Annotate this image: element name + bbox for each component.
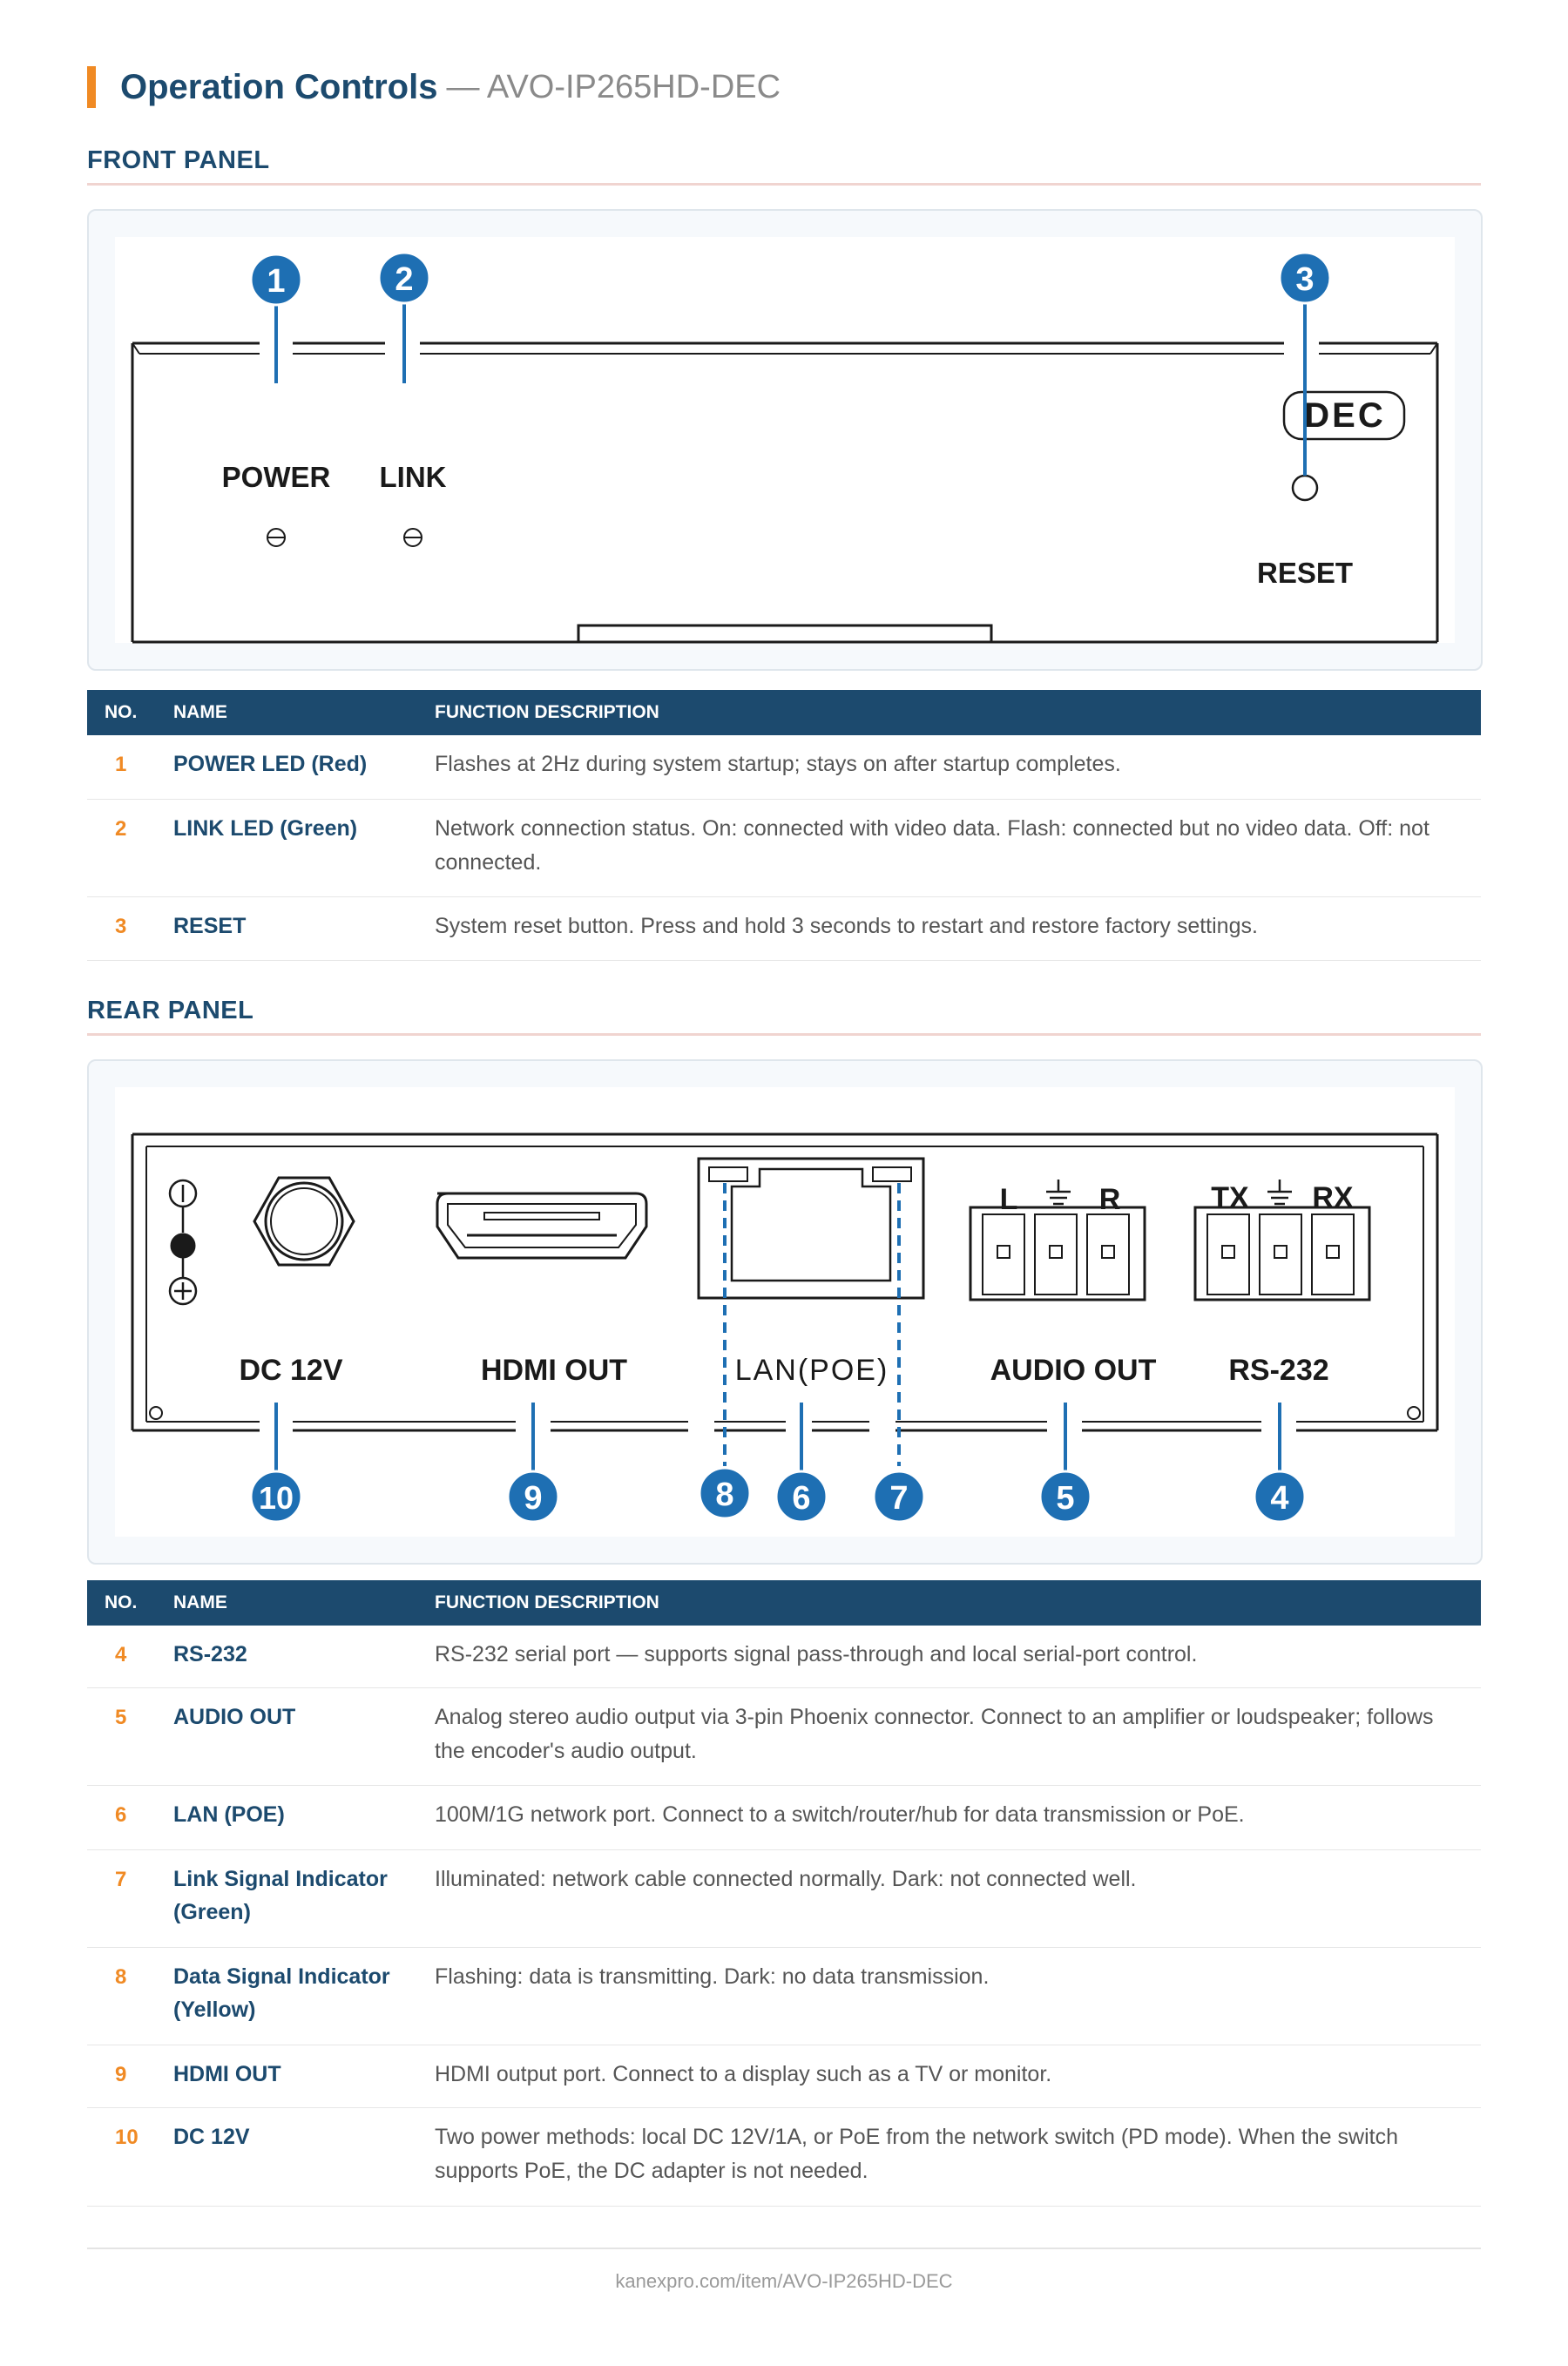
front-function-table [87,690,1481,961]
tx-label: TX [1211,1181,1249,1214]
link-label: LINK [379,461,447,493]
callout-3 [1280,253,1330,303]
header-function: FUNCTION DESCRIPTION [435,1592,659,1612]
row-number: 10 [115,2126,139,2149]
row-number: 5 [115,1706,127,1729]
callout-4 [1254,1471,1305,1522]
row-name: Data Signal Indicator (Yellow) [173,1964,390,2022]
page-title [87,64,781,110]
front-panel-heading: FRONT PANEL [87,146,270,174]
svg-text:8: 8 [715,1477,734,1513]
row-name: POWER LED (Red) [173,752,368,776]
row-name: RESET [173,914,247,938]
table-row [87,1948,1481,2045]
row-description: Flashes at 2Hz during system startup; stays on after startup completes. [435,752,1121,776]
row-description: 100M/1G network port. Connect to a switch/router/hub for data transmission or PoE. [435,1802,1245,1827]
row-description: Analog stereo audio output via 3-pin Phoenix connector. Connect to an amplifier or loudspeaker; follows the encoder's audio output. [435,1705,1434,1763]
section-divider [87,183,1481,186]
row-number: 3 [115,915,127,938]
row-number: 4 [115,1643,127,1666]
footer-url: kanexpro.com/item/AVO-IP265HD-DEC [615,2270,953,2292]
header-function: FUNCTION DESCRIPTION [435,702,659,722]
table-row [87,2045,1481,2108]
header-no: NO. [105,1592,138,1612]
table-row [87,800,1481,897]
table-row [87,897,1481,961]
rear-function-table [87,1580,1481,2207]
row-description: Two power methods: local DC 12V/1A, or PoE from the network switch (PD mode). When the switch supports PoE, the DC adapter is not needed. [435,2125,1398,2183]
svg-text:7: 7 [889,1480,909,1517]
row-number: 6 [115,1803,127,1827]
front-panel-diagram [87,209,1483,671]
callout-8 [700,1468,750,1518]
rear-panel-drawing [89,1061,1481,1563]
front-panel-drawing [89,211,1481,669]
svg-text:9: 9 [524,1480,543,1517]
header-no: NO. [105,702,138,722]
row-name: AUDIO OUT [173,1705,296,1729]
table-header [87,690,1481,735]
row-name: DC 12V [173,2125,250,2149]
row-name: LINK LED (Green) [173,816,358,841]
row-description: System reset button. Press and hold 3 seconds to restart and restore factory settings. [435,914,1258,938]
audio-out-label: AUDIO OUT [990,1354,1157,1387]
svg-text:2: 2 [395,261,414,298]
svg-text:4: 4 [1270,1480,1289,1517]
header-name: NAME [173,1592,227,1612]
title-accent-bar [87,66,96,108]
row-description: Illuminated: network cable connected normally. Dark: not connected well. [435,1867,1137,1891]
table-row [87,735,1481,800]
row-number: 9 [115,2063,127,2086]
row-name: HDMI OUT [173,2062,281,2086]
section-divider [87,1033,1481,1036]
table-row [87,1850,1481,1948]
row-description: HDMI output port. Connect to a display such as a TV or monitor. [435,2062,1052,2086]
title-model: — AVO-IP265HD-DEC [446,68,781,105]
table-row [87,1786,1481,1850]
row-number: 1 [115,753,127,776]
svg-text:6: 6 [792,1480,811,1517]
row-number: 7 [115,1868,127,1891]
svg-text:1: 1 [267,263,286,300]
rear-panel-heading: REAR PANEL [87,997,254,1024]
hdmi-out-label: HDMI OUT [480,1354,628,1387]
row-name: LAN (POE) [173,1802,285,1827]
lan-poe-label: LAN(POE) [734,1354,889,1387]
callout-2 [379,253,429,303]
audio-left-label: L [999,1183,1018,1216]
reset-label: RESET [1256,557,1354,589]
callout-1 [251,254,301,305]
header-name: NAME [173,702,227,722]
row-name: RS-232 [173,1642,247,1666]
table-row [87,1688,1481,1786]
title-main: Operation Controls [120,67,438,106]
table-row [87,1626,1481,1688]
row-description: RS-232 serial port — supports signal pass-through and local serial-port control. [435,1642,1198,1666]
dec-label: DEC [1304,396,1386,435]
callout-5 [1040,1471,1091,1522]
callout-9 [508,1471,558,1522]
svg-text:5: 5 [1056,1480,1075,1517]
row-name: Link Signal Indicator (Green) [173,1867,388,1924]
row-number: 2 [115,817,127,841]
rx-label: RX [1312,1181,1354,1214]
power-label: POWER [221,461,331,493]
callout-10 [251,1471,301,1522]
dc-12v-label: DC 12V [239,1354,343,1387]
row-description: Network connection status. On: connected with video data. Flash: connected but no video data. Off: not connected. [435,816,1429,875]
table-row [87,2108,1481,2207]
svg-text:3: 3 [1295,261,1315,298]
table-header [87,1580,1481,1626]
callout-6 [776,1471,827,1522]
svg-text:10: 10 [258,1480,294,1516]
footer-divider [87,2248,1481,2249]
rear-panel-diagram [87,1059,1483,1565]
rs232-label: RS-232 [1228,1354,1329,1387]
row-description: Flashing: data is transmitting. Dark: no data transmission. [435,1964,990,1989]
audio-right-label: R [1098,1183,1121,1216]
callout-7 [874,1471,924,1522]
row-number: 8 [115,1965,127,1989]
